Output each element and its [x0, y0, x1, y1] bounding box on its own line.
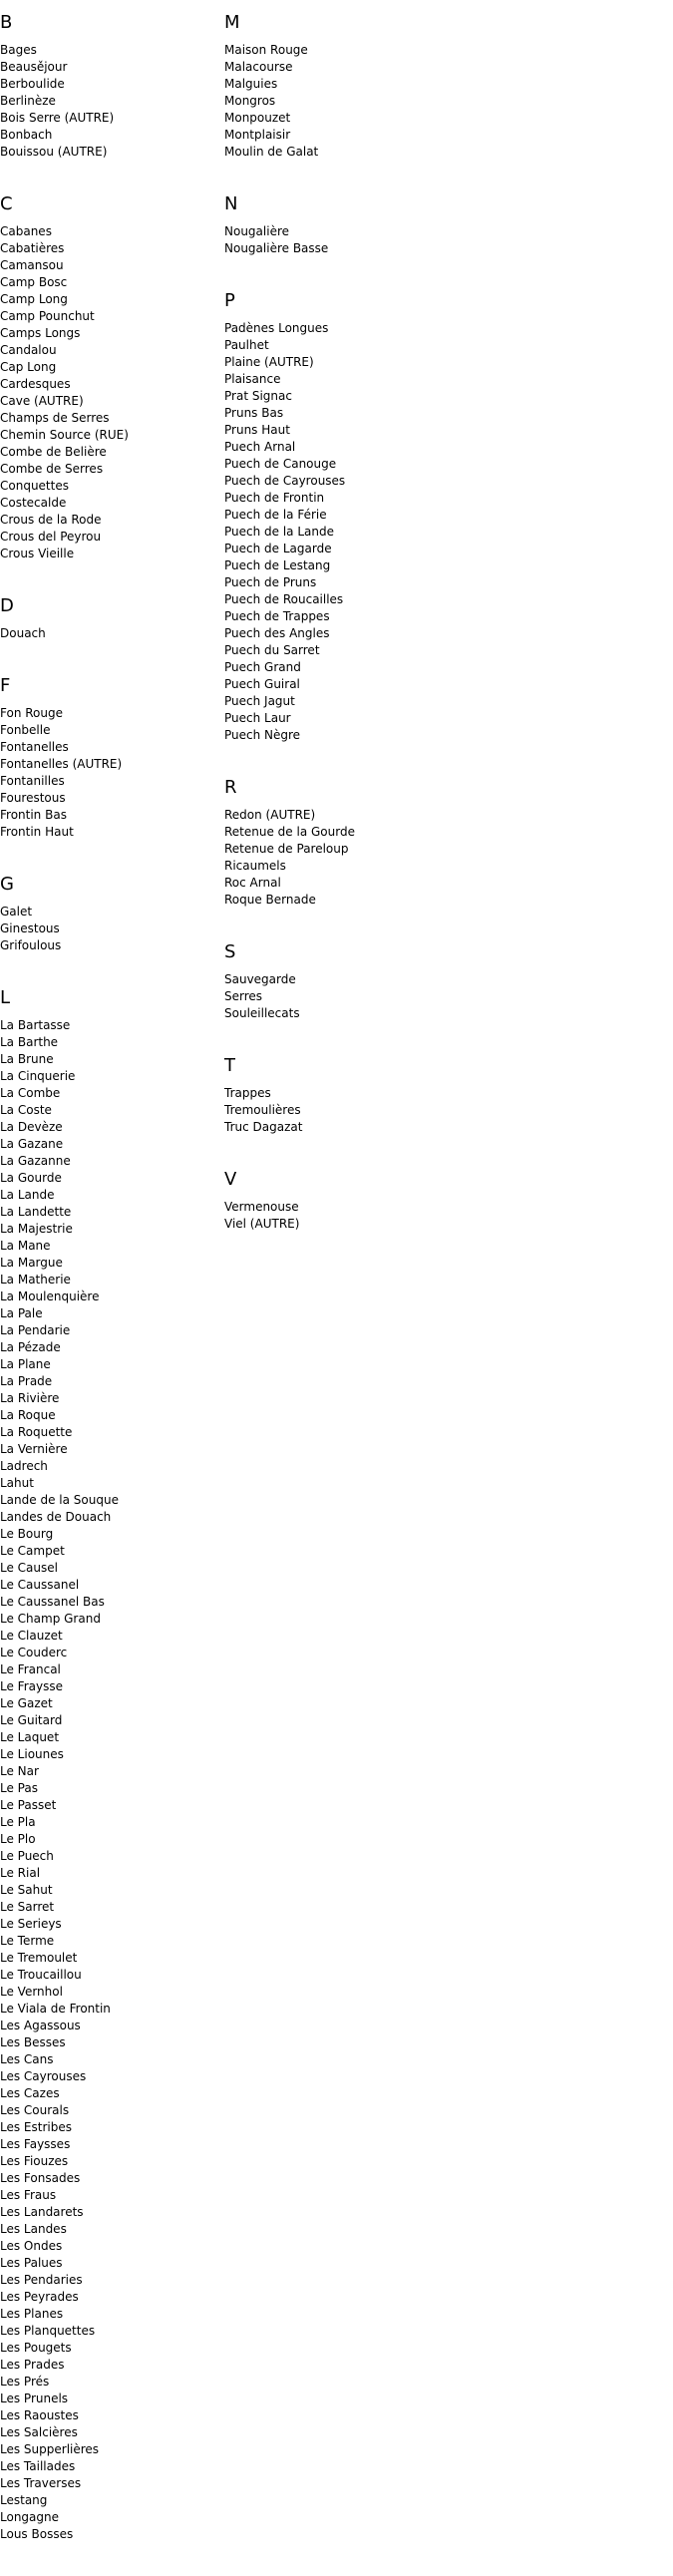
place-link[interactable]: Les Traverses [0, 2476, 82, 2490]
place-link[interactable]: Puech de Canouge [224, 457, 337, 471]
place-link[interactable]: La Combe [0, 1086, 61, 1100]
place-link[interactable]: Camp Bosc [0, 275, 68, 289]
group-spacer [224, 1233, 523, 1266]
place-link[interactable]: Le Tremoulet [0, 1951, 78, 1965]
place-link[interactable]: Les Landes [0, 2222, 67, 2236]
letter-heading: G [0, 874, 14, 895]
place-list [0, 904, 224, 954]
place-link[interactable]: Puech de Cayrouses [224, 474, 346, 488]
letter-group-l [0, 987, 224, 2543]
place-link[interactable]: Pruns Haut [224, 423, 290, 437]
letter-heading: N [224, 193, 238, 214]
place-list [224, 807, 523, 909]
place-link[interactable]: Cave (AUTRE) [0, 394, 84, 408]
place-link[interactable]: Fontanelles (AUTRE) [0, 757, 123, 771]
group-spacer [0, 2543, 224, 2576]
place-list [224, 971, 523, 1022]
place-link[interactable]: La Bartasse [0, 1018, 71, 1032]
letter-heading: P [224, 290, 235, 311]
letter-heading: D [0, 595, 14, 616]
place-link[interactable]: Bouissou (AUTRE) [0, 145, 108, 159]
place-link[interactable]: Mongros [224, 94, 276, 108]
letter-group-s [224, 941, 523, 1022]
place-link[interactable]: Le Champ Grand [0, 1612, 101, 1626]
place-link[interactable]: Fourestous [0, 791, 66, 805]
place-link[interactable]: Fonbelle [0, 723, 51, 737]
place-link[interactable]: Cap Long [0, 360, 57, 374]
place-link[interactable]: La Pézade [0, 1340, 61, 1354]
place-list [0, 42, 224, 161]
letter-group-g [0, 874, 224, 954]
place-link[interactable]: Plaisance [224, 372, 281, 386]
place-link[interactable]: Le Viala de Frontin [0, 2002, 111, 2016]
place-link[interactable]: Fontanilles [0, 774, 65, 788]
place-link[interactable]: Costecalde [0, 496, 67, 510]
place-link[interactable]: Les Ondes [0, 2239, 63, 2253]
place-link[interactable]: Monpouzet [224, 111, 291, 125]
place-link[interactable]: Trappes [224, 1086, 271, 1100]
place-link[interactable]: Maison Rouge [224, 43, 308, 57]
group-spacer [0, 954, 224, 987]
place-link[interactable]: Les Besses [0, 2035, 66, 2049]
place-list [224, 42, 523, 161]
place-link[interactable]: Truc Dagazat [224, 1120, 303, 1134]
place-link[interactable]: Les Cans [0, 2052, 54, 2066]
place-link[interactable]: Retenue de la Gourde [224, 825, 355, 839]
place-link[interactable]: La Coste [0, 1103, 52, 1117]
place-link[interactable]: Montplaisir [224, 128, 291, 142]
place-link[interactable]: Le Puech [0, 1849, 54, 1863]
place-link[interactable]: La Gazane [0, 1137, 64, 1151]
place-link[interactable]: Puech de la Lande [224, 525, 334, 539]
place-list [0, 223, 224, 562]
place-link[interactable]: Crous de la Rode [0, 513, 102, 527]
place-link[interactable]: Le Troucaillou [0, 1968, 82, 1982]
place-list [224, 1085, 523, 1136]
place-link[interactable]: La Pale [0, 1306, 43, 1320]
place-link[interactable]: Berboulide [0, 77, 65, 91]
place-link[interactable]: La Plane [0, 1357, 51, 1371]
place-link[interactable]: Les Estribes [0, 2120, 72, 2134]
place-link[interactable]: Les Fiouzes [0, 2154, 69, 2168]
place-link[interactable]: Champs de Serres [0, 411, 110, 425]
letter-group-v [224, 1169, 523, 1233]
place-link[interactable]: Malguies [224, 77, 278, 91]
place-link[interactable]: La Margue [0, 1256, 63, 1270]
place-link[interactable]: Candalou [0, 343, 57, 357]
letter-heading: S [224, 941, 236, 962]
place-link[interactable]: Les Agassous [0, 2019, 81, 2032]
place-link[interactable]: La Moulenquière [0, 1289, 100, 1303]
place-link[interactable]: Puech des Angles [224, 626, 330, 640]
place-link[interactable]: Cabanes [0, 224, 52, 238]
place-link[interactable]: Redon (AUTRE) [224, 808, 316, 822]
place-link[interactable]: Lahut [0, 1476, 34, 1490]
place-link[interactable]: Les Cazes [0, 2086, 60, 2100]
place-link[interactable]: Roque Bernade [224, 893, 316, 907]
place-link[interactable]: Crous Vieille [0, 547, 75, 560]
group-spacer [0, 841, 224, 874]
place-link[interactable]: Pruns Bas [224, 406, 284, 420]
place-link[interactable]: Frontin Bas [0, 808, 67, 822]
place-link[interactable]: Le Terme [0, 1934, 55, 1948]
place-link[interactable]: Les Courals [0, 2103, 70, 2117]
place-link[interactable]: Les Prunels [0, 2392, 69, 2405]
place-link[interactable]: Puech de Lagarde [224, 542, 332, 555]
letter-heading: L [0, 987, 11, 1008]
place-link[interactable]: Puech de Pruns [224, 575, 317, 589]
place-link[interactable]: Le Laquet [0, 1730, 60, 1744]
place-link[interactable]: Le Clauzet [0, 1629, 63, 1643]
place-link[interactable]: Souleillecats [224, 1006, 300, 1020]
place-link[interactable]: Les Landarets [0, 2205, 84, 2219]
place-link[interactable]: Le Couderc [0, 1646, 68, 1659]
place-link[interactable]: La Prade [0, 1374, 53, 1388]
place-link[interactable]: Les Raoustes [0, 2408, 79, 2422]
place-link[interactable]: Ladrech [0, 1459, 48, 1473]
letter-group-p [224, 290, 523, 744]
place-link[interactable]: Les Supperlières [0, 2442, 100, 2456]
letter-group-d [0, 595, 224, 642]
place-link[interactable]: La Barthe [0, 1035, 59, 1049]
place-link[interactable]: Galet [0, 905, 33, 919]
group-spacer [0, 161, 224, 193]
place-link[interactable]: Le Fraysse [0, 1679, 63, 1693]
place-link[interactable]: Combe de Belière [0, 445, 107, 459]
place-link[interactable]: Bois Serre (AUTRE) [0, 111, 115, 125]
place-link[interactable]: Le Sahut [0, 1883, 53, 1897]
place-link[interactable]: Bonbach [0, 128, 53, 142]
place-link[interactable]: Beausějour [0, 60, 68, 74]
letter-heading: F [0, 675, 11, 696]
place-link[interactable]: Le Guitard [0, 1713, 63, 1727]
letter-heading: B [0, 12, 13, 33]
place-link[interactable]: Plaine (AUTRE) [224, 355, 314, 369]
place-link[interactable]: Puech Laur [224, 711, 291, 725]
place-link[interactable]: Camps Longs [0, 326, 81, 340]
letter-heading: R [224, 777, 237, 798]
letter-group-m [224, 12, 523, 161]
place-link[interactable]: Ginestous [0, 921, 60, 935]
letter-group-f [0, 675, 224, 841]
group-spacer [0, 562, 224, 595]
place-link[interactable]: Les Planquettes [0, 2324, 96, 2338]
place-link[interactable]: Le Campet [0, 1544, 65, 1558]
place-link[interactable]: Malacourse [224, 60, 293, 74]
place-link[interactable]: La Vernière [0, 1442, 68, 1456]
place-link[interactable]: La Roque [0, 1408, 56, 1422]
place-link[interactable]: Camansou [0, 258, 64, 272]
place-link[interactable]: Sauvegarde [224, 972, 296, 986]
place-link[interactable]: Camp Pounchut [0, 309, 95, 323]
place-link[interactable]: Cabatières [0, 241, 65, 255]
place-link[interactable]: Le Pas [0, 1781, 38, 1795]
place-link[interactable]: Nougalière [224, 224, 289, 238]
place-list [224, 320, 523, 744]
place-link[interactable]: Le Sarret [0, 1900, 55, 1914]
place-link[interactable]: Cardesques [0, 377, 71, 391]
place-link[interactable]: La Mane [0, 1239, 51, 1253]
place-list [0, 705, 224, 841]
place-link[interactable]: Prat Signac [224, 389, 292, 403]
place-link[interactable]: Le Rial [0, 1866, 41, 1880]
place-link[interactable]: Crous del Peyrou [0, 530, 102, 544]
place-link[interactable]: Berlinèze [0, 94, 56, 108]
place-link[interactable]: La Roquette [0, 1425, 73, 1439]
place-link[interactable]: Le Nar [0, 1764, 39, 1778]
place-link[interactable]: Les Cayrouses [0, 2069, 87, 2083]
place-link[interactable]: Fon Rouge [0, 706, 63, 720]
letter-heading: M [224, 12, 240, 33]
place-link[interactable]: La Landette [0, 1205, 72, 1219]
place-link[interactable]: Le Caussanel [0, 1578, 80, 1592]
place-link[interactable]: Puech Guiral [224, 677, 300, 691]
place-link[interactable]: Les Pendaries [0, 2273, 83, 2287]
place-link[interactable]: Le Liounes [0, 1747, 64, 1761]
place-link[interactable]: Le Serieys [0, 1917, 62, 1931]
letter-group-t [224, 1055, 523, 1136]
letter-group-b [0, 12, 224, 161]
place-link[interactable]: Landes de Douach [0, 1510, 112, 1524]
group-spacer [224, 161, 523, 193]
place-link[interactable]: La Majestrie [0, 1222, 73, 1236]
group-spacer [224, 744, 523, 777]
place-link[interactable]: Roc Arnal [224, 876, 281, 890]
right-column [224, 12, 523, 1266]
place-link[interactable]: Fontanelles [0, 740, 69, 754]
place-link[interactable]: Le Pla [0, 1815, 36, 1829]
place-link[interactable]: Le Francal [0, 1662, 61, 1676]
place-link[interactable]: Les Peyrades [0, 2290, 79, 2304]
place-link[interactable]: Combe de Serres [0, 462, 104, 476]
place-link[interactable]: Serres [224, 989, 263, 1003]
place-link[interactable]: Retenue de Pareloup [224, 842, 349, 856]
place-link[interactable]: Les Salcières [0, 2425, 78, 2439]
place-link[interactable]: Les Fraus [0, 2188, 57, 2202]
place-list [0, 1017, 224, 2543]
place-link[interactable]: Puech Grand [224, 660, 301, 674]
place-link[interactable]: Nougalière Basse [224, 241, 329, 255]
place-link[interactable]: Puech de Frontin [224, 491, 325, 505]
group-spacer [224, 257, 523, 290]
group-spacer [224, 909, 523, 941]
place-link[interactable]: Le Causel [0, 1561, 58, 1575]
place-link[interactable]: Lestang [0, 2493, 48, 2507]
place-link[interactable]: Puech de la Férie [224, 508, 327, 522]
place-list [224, 1199, 523, 1233]
place-link[interactable]: Les Prés [0, 2375, 50, 2389]
letter-heading: V [224, 1169, 237, 1190]
place-link[interactable]: Chemin Source (RUE) [0, 428, 129, 442]
place-link[interactable]: Le Caussanel Bas [0, 1595, 105, 1609]
place-list [224, 223, 523, 257]
place-link[interactable]: Les Prades [0, 2358, 65, 2372]
place-link[interactable]: Les Taillades [0, 2459, 76, 2473]
place-link[interactable]: Douach [0, 626, 46, 640]
place-link[interactable]: Puech du Sarret [224, 643, 320, 657]
place-link[interactable]: Ricaumels [224, 859, 286, 873]
place-link[interactable]: Les Fonsades [0, 2171, 81, 2185]
place-link[interactable]: Puech de Lestang [224, 558, 331, 572]
place-link[interactable]: Moulin de Galat [224, 145, 319, 159]
place-link[interactable]: Viel (AUTRE) [224, 1217, 300, 1231]
place-link[interactable]: Paulhet [224, 338, 269, 352]
group-spacer [224, 1136, 523, 1169]
place-link[interactable]: La Cinquerie [0, 1069, 76, 1083]
place-link[interactable]: Grifoulous [0, 938, 62, 952]
place-link[interactable]: Le Passet [0, 1798, 57, 1812]
place-link[interactable]: Puech Nègre [224, 728, 301, 742]
place-link[interactable]: La Matherie [0, 1273, 71, 1287]
place-link[interactable]: Les Planes [0, 2307, 64, 2321]
place-link[interactable]: La Gourde [0, 1171, 62, 1185]
place-link[interactable]: Vermenouse [224, 1200, 299, 1214]
group-spacer [0, 642, 224, 675]
place-link[interactable]: Les Pougets [0, 2341, 72, 2355]
place-link[interactable]: Lous Bosses [0, 2527, 74, 2541]
place-link[interactable]: Padènes Longues [224, 321, 329, 335]
place-link[interactable]: Conquettes [0, 479, 69, 493]
place-link[interactable]: Le Plo [0, 1832, 36, 1846]
place-link[interactable]: Le Gazet [0, 1696, 53, 1710]
place-link[interactable]: Longagne [0, 2510, 59, 2524]
place-link[interactable]: Puech Arnal [224, 440, 296, 454]
place-link[interactable]: La Brune [0, 1052, 54, 1066]
place-link[interactable]: Frontin Haut [0, 825, 74, 839]
place-link[interactable]: Bages [0, 43, 37, 57]
place-link[interactable]: La Lande [0, 1188, 55, 1202]
letter-group-c [0, 193, 224, 562]
place-link[interactable]: Le Bourg [0, 1527, 54, 1541]
place-link[interactable]: Camp Long [0, 292, 68, 306]
place-link[interactable]: Puech de Roucailles [224, 592, 344, 606]
place-link[interactable]: La Gazanne [0, 1154, 71, 1168]
place-link[interactable]: Lande de la Souque [0, 1493, 119, 1507]
place-link[interactable]: Le Vernhol [0, 1985, 63, 1999]
place-link[interactable]: La Pendarie [0, 1323, 71, 1337]
letter-group-r [224, 777, 523, 909]
group-spacer [224, 1022, 523, 1055]
place-list [0, 625, 224, 642]
place-link[interactable]: Puech Jagut [224, 694, 295, 708]
letter-group-n [224, 193, 523, 257]
place-link[interactable]: Les Faysses [0, 2137, 71, 2151]
place-link[interactable]: Les Palues [0, 2256, 63, 2270]
place-link[interactable]: La Rivière [0, 1391, 60, 1405]
place-link[interactable]: La Devèze [0, 1120, 63, 1134]
letter-heading: C [0, 193, 13, 214]
left-column [0, 12, 224, 2576]
place-link[interactable]: Tremoulières [224, 1103, 301, 1117]
place-link[interactable]: Puech de Trappes [224, 609, 330, 623]
letter-heading: T [224, 1055, 235, 1076]
